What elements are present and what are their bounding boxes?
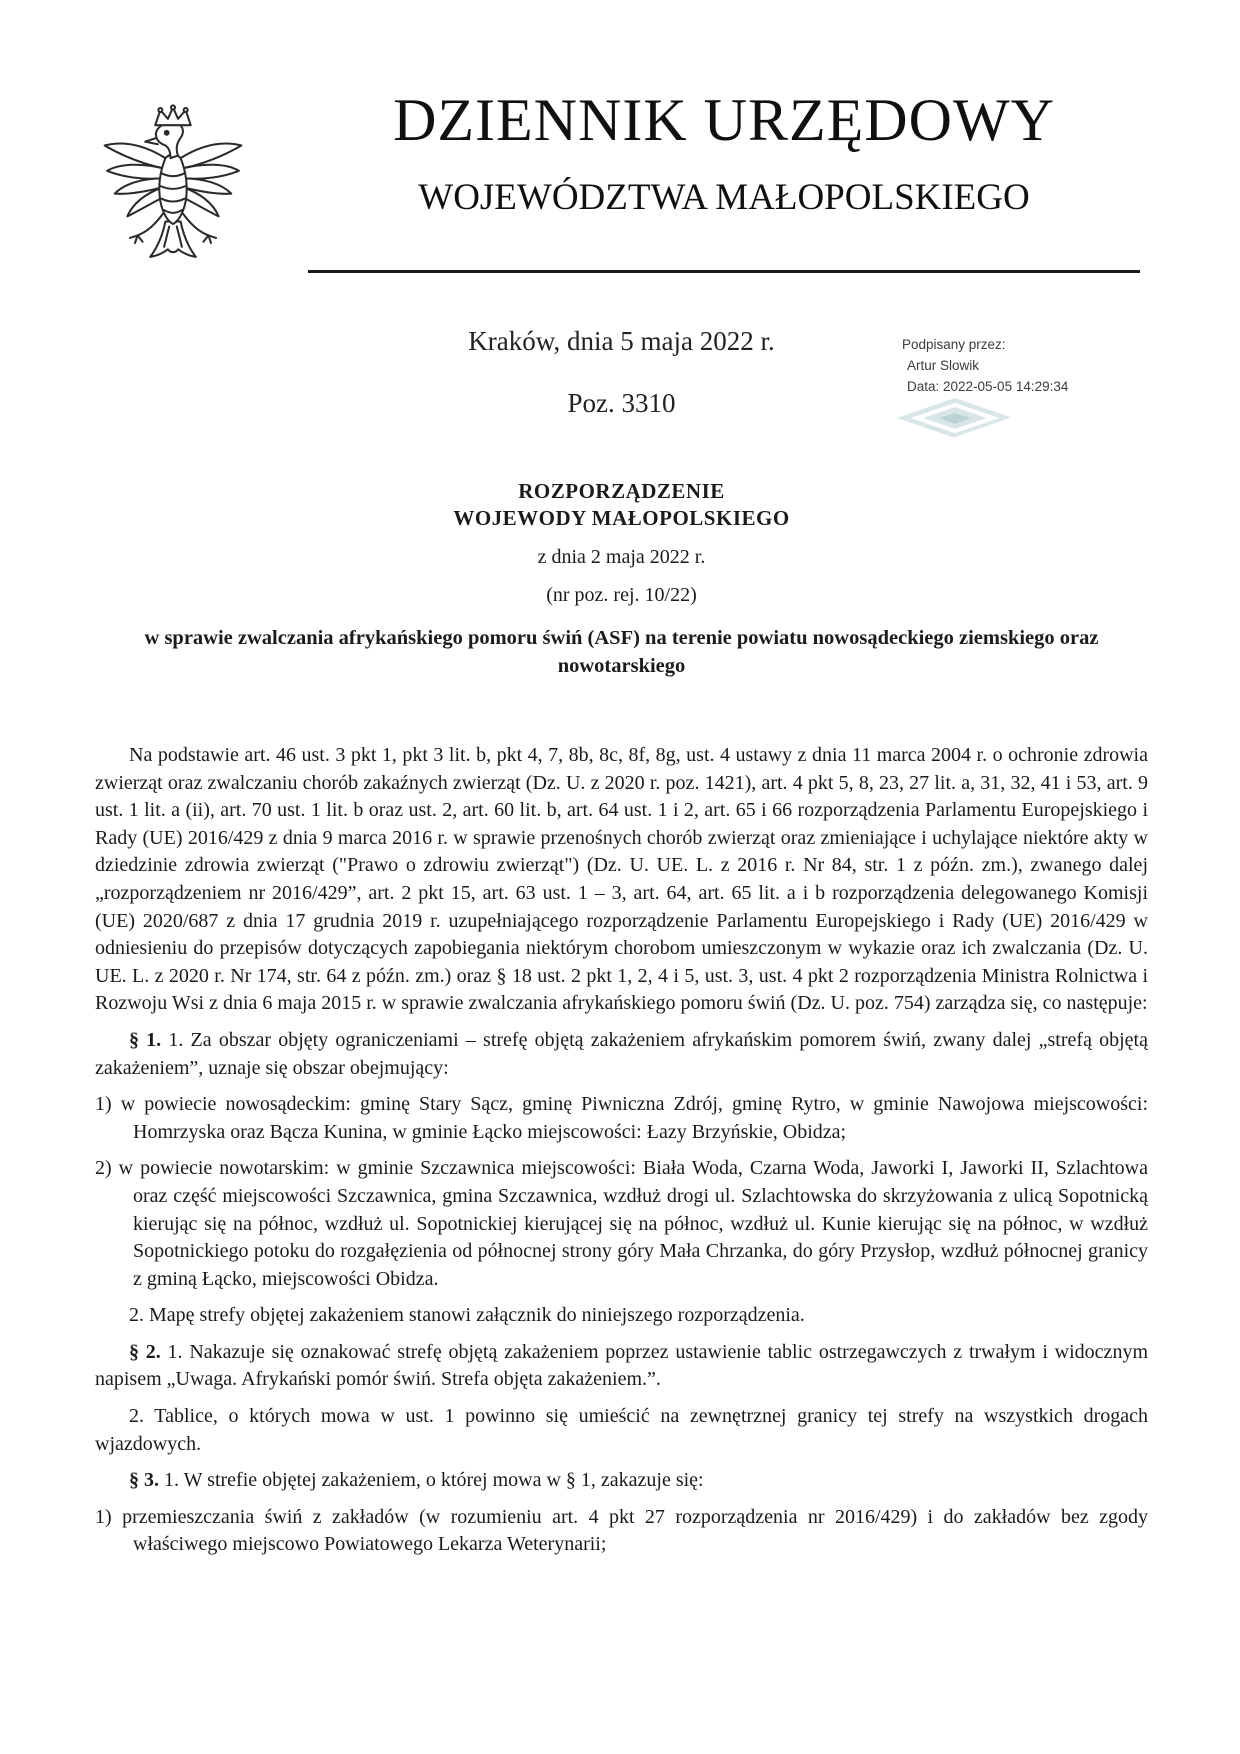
act-registry-line: (nr poz. rej. 10/22) [546,584,697,606]
paragraph: § 1. 1. Za obszar objęty ograniczeniami – strefę objętą zakażeniem afrykańskim pomorem świń, zwany dalej „strefą objętą zakażeniem”, uznaje się obszar obejmujący: [95,1028,1148,1079]
list-item: 2) w powiecie nowotarskim: w gminie Szczawnica miejscowości: Biała Woda, Czarna Woda, Jaworki I, Jaworki II, Szlachtowa oraz część miejscowości Szczawnica, gmina Szczawnica, wzdłuż drogi ul. Szlachtowska do skrzyżowania z ulicą Sopotnicką kierując się na północ, wzdłuż ul. Sopotnickiej kierującej się na północ, wzdłuż ul. Kunie kierując się na północ, w wzdłuż Sopotnickiego potoku do rozgałęzienia od północnej strony góry Mała Chrzanka, do góry Przysłop, wzdłuż północnej granicy z gminą Łącko, miejscowości Obidza. [95,1157,1148,1290]
digital-signature-block [902,334,1068,397]
section-symbol: § 1. [129,1028,169,1051]
act-header [95,478,1148,680]
act-date-line: z dnia 2 maja 2022 r. [537,546,706,568]
position-number: Poz. 3310 [567,388,676,418]
section-symbol: § 3. [129,1469,164,1492]
section-symbol: § 2. [129,1340,168,1363]
digital-signature-diamond-stamp-icon [893,396,1017,440]
act-subject-line: w sprawie zwalczania afrykańskiego pomoru świń (ASF) na terenie powiatu nowosądeckiego ziemskiego oraz nowotarskiego [144,627,1099,677]
gazette-subtitle: WOJEWÓDZTWA MAŁOPOLSKIEGO [418,177,1030,218]
paragraph: § 2. 1. Nakazuje się oznakować strefę objętą zakażeniem poprzez ustawienie tablic ostrzegawczych z trwałym i widocznym napisem „Uwaga. Afrykański pomór świń. Strefa objęta zakażeniem.”. [95,1340,1148,1391]
paragraph: § 3. 1. W strefie objętej zakażeniem, o której mowa w § 1, zakazuje się: [129,1469,704,1492]
place-and-date: Kraków, dnia 5 maja 2022 r. [468,326,775,356]
document-body [95,742,1148,1568]
list-item: 1) przemieszczania świń z zakładów (w rozumieniu art. 4 pkt 27 rozporządzenia nr 2016/429) i do zakładów bez zgody właściwego miejscowo Powiatowego Lekarza Weterynarii; [95,1505,1148,1556]
paragraph: Na podstawie art. 46 ust. 3 pkt 1, pkt 3 lit. b, pkt 4, 7, 8b, 8c, 8f, 8g, ust. 4 ustawy z dnia 11 marca 2004 r. o ochronie zdrowia zwierząt oraz zwalczaniu chorób zakaźnych zwierząt (Dz. U. z 2020 r. poz. 1421), art. 4 pkt 5, 8, 23, 27 lit. a, 31, 32, 41 i 53, art. 9 ust. 1 lit. a (ii), art. 70 ust. 1 lit. b oraz ust. 2, art. 60 lit. b, art. 64 ust. 1 i 2, art. 65 i 66 rozporządzenia Parlamentu Europejskiego i Rady (UE) 2016/429 z dnia 9 marca 2016 r. w sprawie przenośnych chorób zwierząt oraz zmieniające i uchylające niektóre akty w dziedzinie zdrowia zwierząt ("Prawo o zdrowiu zwierząt") (Dz. U. UE. L. z 2016 r. Nr 84, str. 1 z późn. zm.), zwanego dalej „rozporządzeniem nr 2016/429”, art. 2 pkt 15, art. 63 ust. 1 – 3, art. 64, art. 65 lit. a i b rozporządzenia delegowanego Komisji (UE) 2020/687 z dnia 17 grudnia 2019 r. uzupełniającego rozporządzenie Parlamentu Europejskiego i Rady (UE) 2016/429 w odniesieniu do przepisów dotyczących zapobiegania niektórym chorobom umieszczonym w wykazie oraz ich zwalczania (Dz. U. UE. L. z 2020 r. Nr 174, str. 64 z późn. zm.) oraz § 18 ust. 2 pkt 1, 2, 4 i 5, ust. 3, ust. 4 pkt 2 rozporządzenia Ministra Rolnictwa i Rozwoju Wsi z dnia 6 maja 2015 r. w sprawie zwalczania afrykańskiego pomoru świń (Dz. U. poz. 754) zarządza się, co następuje: [95,744,1148,1015]
list-marker: 1) [95,1505,123,1528]
act-type-title: ROZPORZĄDZENIE [518,479,725,503]
list-item: 1) w powiecie nowosądeckim: gminę Stary Sącz, gminę Piwniczna Zdrój, gminę Rytro, w gminie Nawojowa miejscowości: Homrzyska oraz Bącza Kunina, w gminie Łącko miejscowości: Łazy Brzyńskie, Obidza; [95,1093,1149,1143]
masthead-divider [308,270,1140,273]
gazette-title: DZIENNIK URZĘDOWY [393,87,1055,153]
act-issuer-title: WOJEWODY MAŁOPOLSKIEGO [453,506,790,530]
signer-name: Artur Slowik [907,358,980,373]
signature-date: Data: 2022-05-05 14:29:34 [907,379,1069,394]
list-marker: 1) [95,1093,121,1116]
list-marker: 2) [95,1157,119,1180]
signed-by-label: Podpisany przez: [902,337,1006,352]
paragraph: 2. Tablice, o których mowa w ust. 1 powinno się umieścić na zewnętrznej granicy tej strefy na wszystkich drogach wjazdowych. [95,1405,1148,1455]
paragraph: 2. Mapę strefy objętej zakażeniem stanowi załącznik do niniejszego rozporządzenia. [129,1304,805,1327]
polish-eagle-coat-of-arms-icon [97,98,249,274]
